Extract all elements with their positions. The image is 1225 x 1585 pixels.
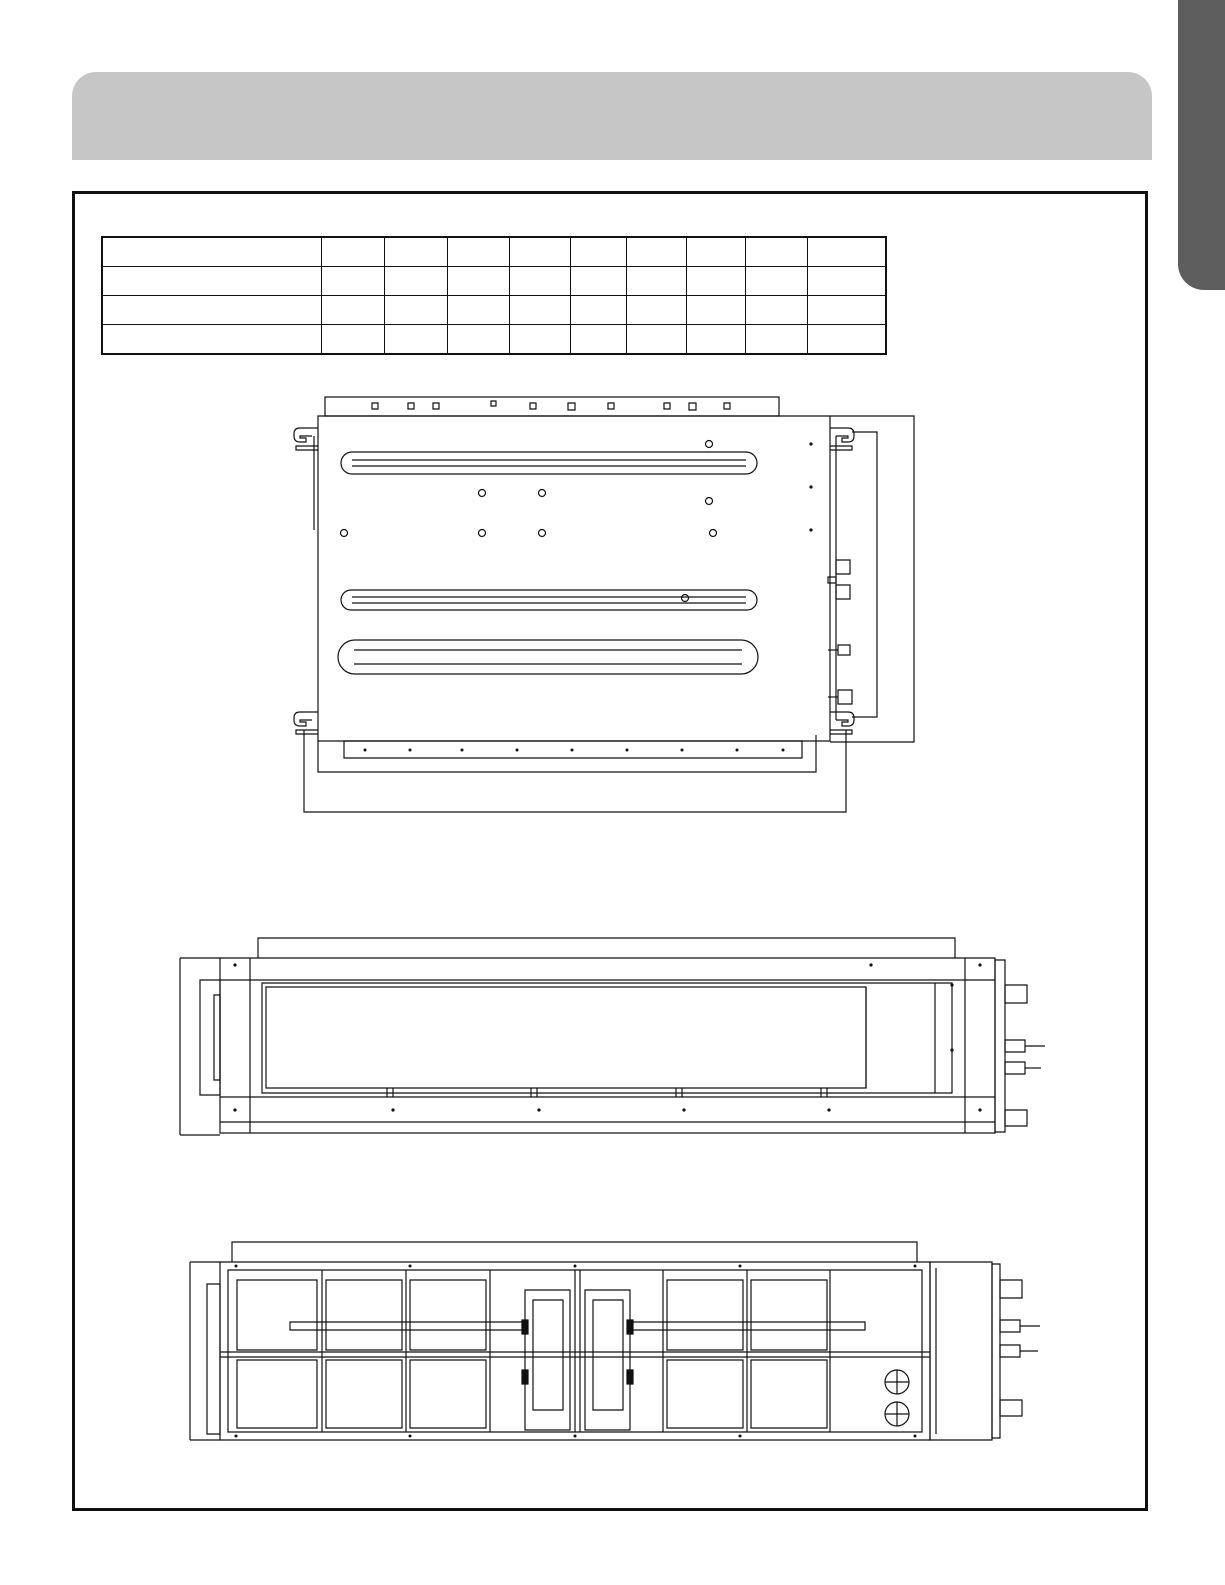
rear-height-dimension bbox=[190, 1262, 220, 1440]
control-box bbox=[930, 1262, 992, 1440]
rear-width-dimension bbox=[232, 1242, 917, 1262]
fan-shaft bbox=[290, 1322, 865, 1330]
motor-bracket bbox=[522, 1290, 633, 1430]
rear-pipe-connections bbox=[992, 1264, 1040, 1438]
rear-left-flange bbox=[207, 1284, 220, 1434]
wiring-knockouts bbox=[885, 1370, 909, 1426]
